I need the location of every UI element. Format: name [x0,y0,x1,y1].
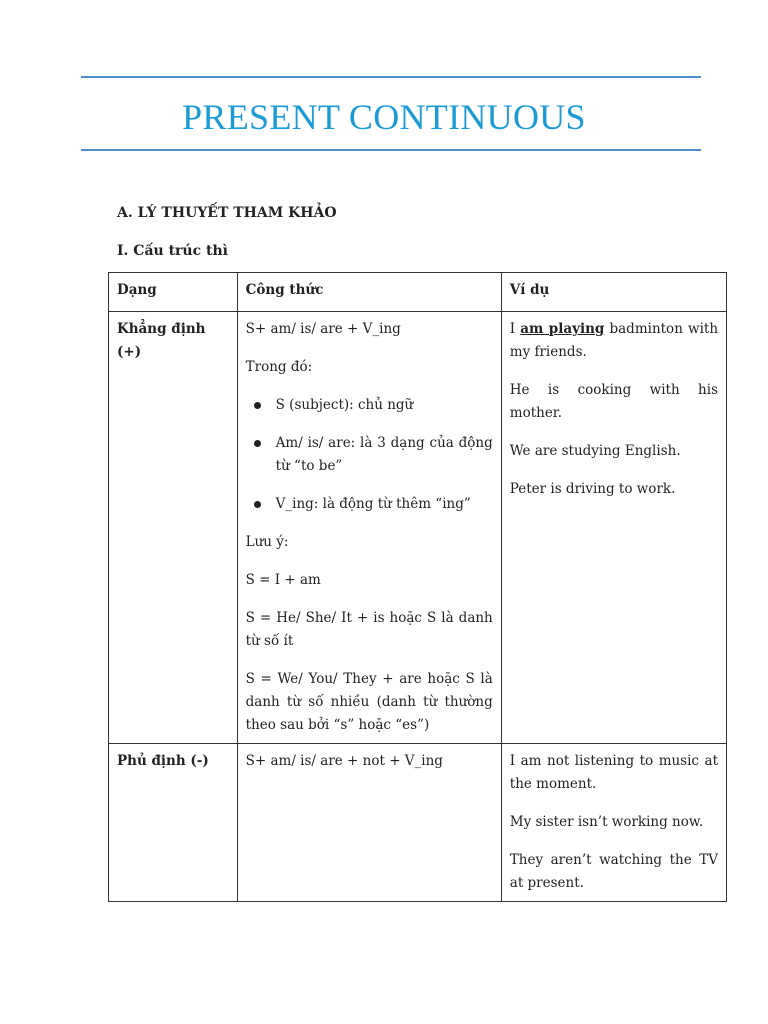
title-bottom-rule [81,149,701,151]
header-formula: Công thức [237,273,501,312]
header-example: Ví dụ [501,273,726,312]
example-highlight: am playing [520,321,605,337]
section-heading-i: I. Cấu trúc thì [117,243,228,259]
affirmative-example: He is cooking with his mother. [509,382,718,421]
structure-table [108,272,727,902]
header-form: Dạng [109,273,238,312]
negative-example: I am not listening to music at the moment. [509,753,718,792]
affirmative-bullet-list [246,394,493,516]
negative-example: They aren’t watching the TV at present. [509,852,718,891]
affirmative-example: Peter is driving to work. [509,481,676,497]
affirmative-where: Trong đó: [245,359,313,375]
negative-example: My sister isn’t working now. [509,814,704,830]
title-top-rule [81,76,701,78]
list-item: S (subject): chủ ngữ [246,394,493,417]
list-item: Am/ is/ are: là 3 dạng của động từ “to be” [246,432,493,478]
affirmative-formula: S+ am/ is/ are + V_ing [245,321,401,337]
list-item: V_ing: là động từ thêm “ing” [246,493,493,516]
affirmative-rule: S = We/ You/ They + are hoặc S là danh từ số nhiều (danh từ thường theo sau bởi “s” hoặc “es”) [245,671,493,733]
negative-examples-cell [501,744,726,902]
example-suffix: badminton with my friends. [509,321,719,360]
affirmative-examples-cell [501,312,726,744]
affirmative-note: Lưu ý: [245,534,289,550]
affirmative-rule: S = He/ She/ It + is hoặc S là danh từ số ít [245,610,493,649]
section-heading-a: A. LÝ THUYẾT THAM KHẢO [117,205,337,221]
negative-formula: S+ am/ is/ are + not + V_ing [245,753,443,769]
page-title: PRESENT CONTINUOUS [182,97,586,137]
table-header-row [109,273,727,312]
table-row-affirmative [109,312,727,744]
affirmative-label: Khẳng định (+) [109,312,238,744]
negative-label: Phủ định (-) [109,744,238,902]
affirmative-formula-cell [237,312,501,744]
table-row-negative [109,744,727,902]
negative-formula-cell [237,744,501,902]
example-prefix: I [509,321,521,337]
affirmative-rule: S = I + am [245,572,321,588]
affirmative-example [510,318,718,364]
affirmative-example: We are studying English. [509,443,681,459]
